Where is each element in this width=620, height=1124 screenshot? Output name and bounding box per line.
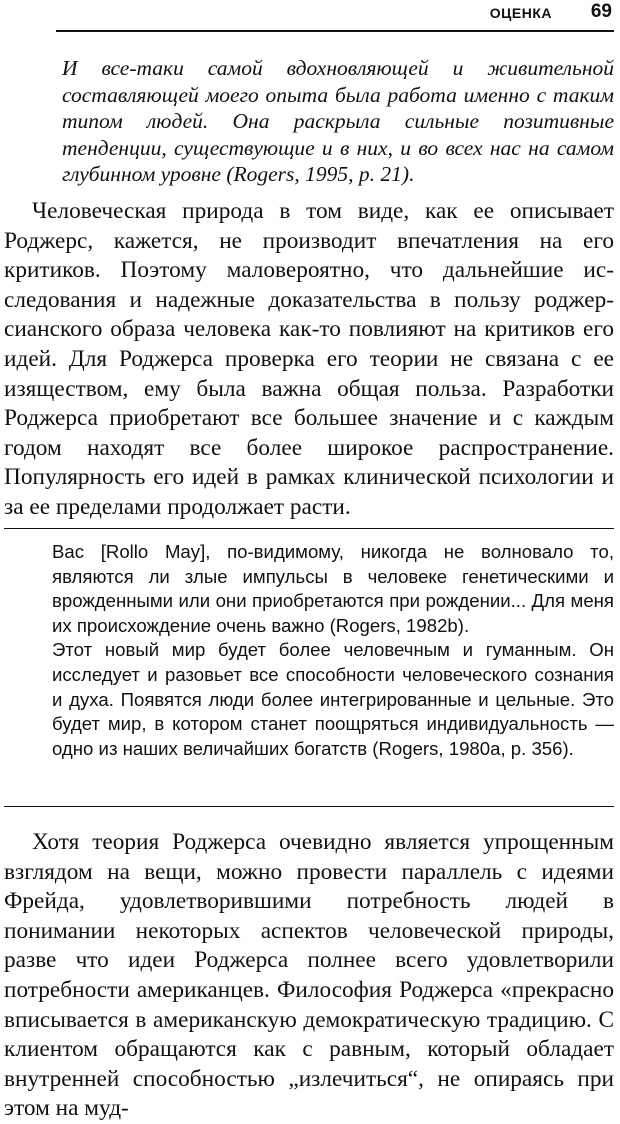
section-title: ОЦЕНКА bbox=[489, 5, 552, 21]
page-number: 69 bbox=[590, 1, 612, 22]
body-paragraph-2: Хотя теория Роджерса очевидно является упрощенным взглядом на вещи, можно провести параллель с идеями Фрейда, удовлетворившими потребность людей в понимании некоторых аспектов человеческой природы, разве что идеи Роджерса полнее всего удовлетворили потребности американцев. Философия Роджерса «прекрасно вписывается в американскую демократическую традицию. С клиентом обращаются как с равным, который обладает внутренней способностью „излечиться“, не опираясь при этом на муд- bbox=[4, 829, 614, 1122]
sidebar-bottom-rule bbox=[4, 806, 614, 807]
sidebar-quote-2: Этот новый мир будет более человечным и гуманным. Он исследует и разовьет все способности человеческого сознания и духа. Появятся люди более интегрированные и цельные. Это будет мир, в котором станет поощряться индивидуальность — одно из наших величайших богатств (Rogers, 1980a, p. 356). bbox=[52, 639, 614, 759]
body-paragraph-1: Человеческая природа в том виде, как ее описывает Роджерс, кажется, не производит впечатления на его критиков. Поэтому маловероятно, что дальнейшие исследования и надежные доказательства в пользу роджерсианского образа человека как-то повлияют на критиков его идей. Для Роджерса проверка его теории не связана с ее изяществом, ему была важна общая польза. Разработки Роджерса приобретают все большее значение и с каждым годом находят все более широкое распространение. Популярность его идей в рамках клинической психологии и за ее пределами продолжает расти. bbox=[4, 198, 614, 520]
running-header bbox=[56, 0, 614, 32]
sidebar-top-rule bbox=[4, 528, 614, 529]
epigraph-quote: И все-таки самой вдохновляющей и живительной составляющей моего опыта была работа именно с таким типом людей. Она раскрыла сильные позитивные тенденции, существующие и в них, и во всех нас на самом глубинном уровне (Rogers, 1995, p. 21). bbox=[62, 56, 614, 186]
sidebar-quote-1: Вас [Rollo May], по-видимому, никогда не волновало то, являются ли злые импульсы в человеке генетическими и врожденными или они приобретаются при рождении... Для меня их происхождение очень важно (Rogers, 1982b). bbox=[52, 541, 614, 636]
quote-sidebar bbox=[52, 540, 614, 761]
